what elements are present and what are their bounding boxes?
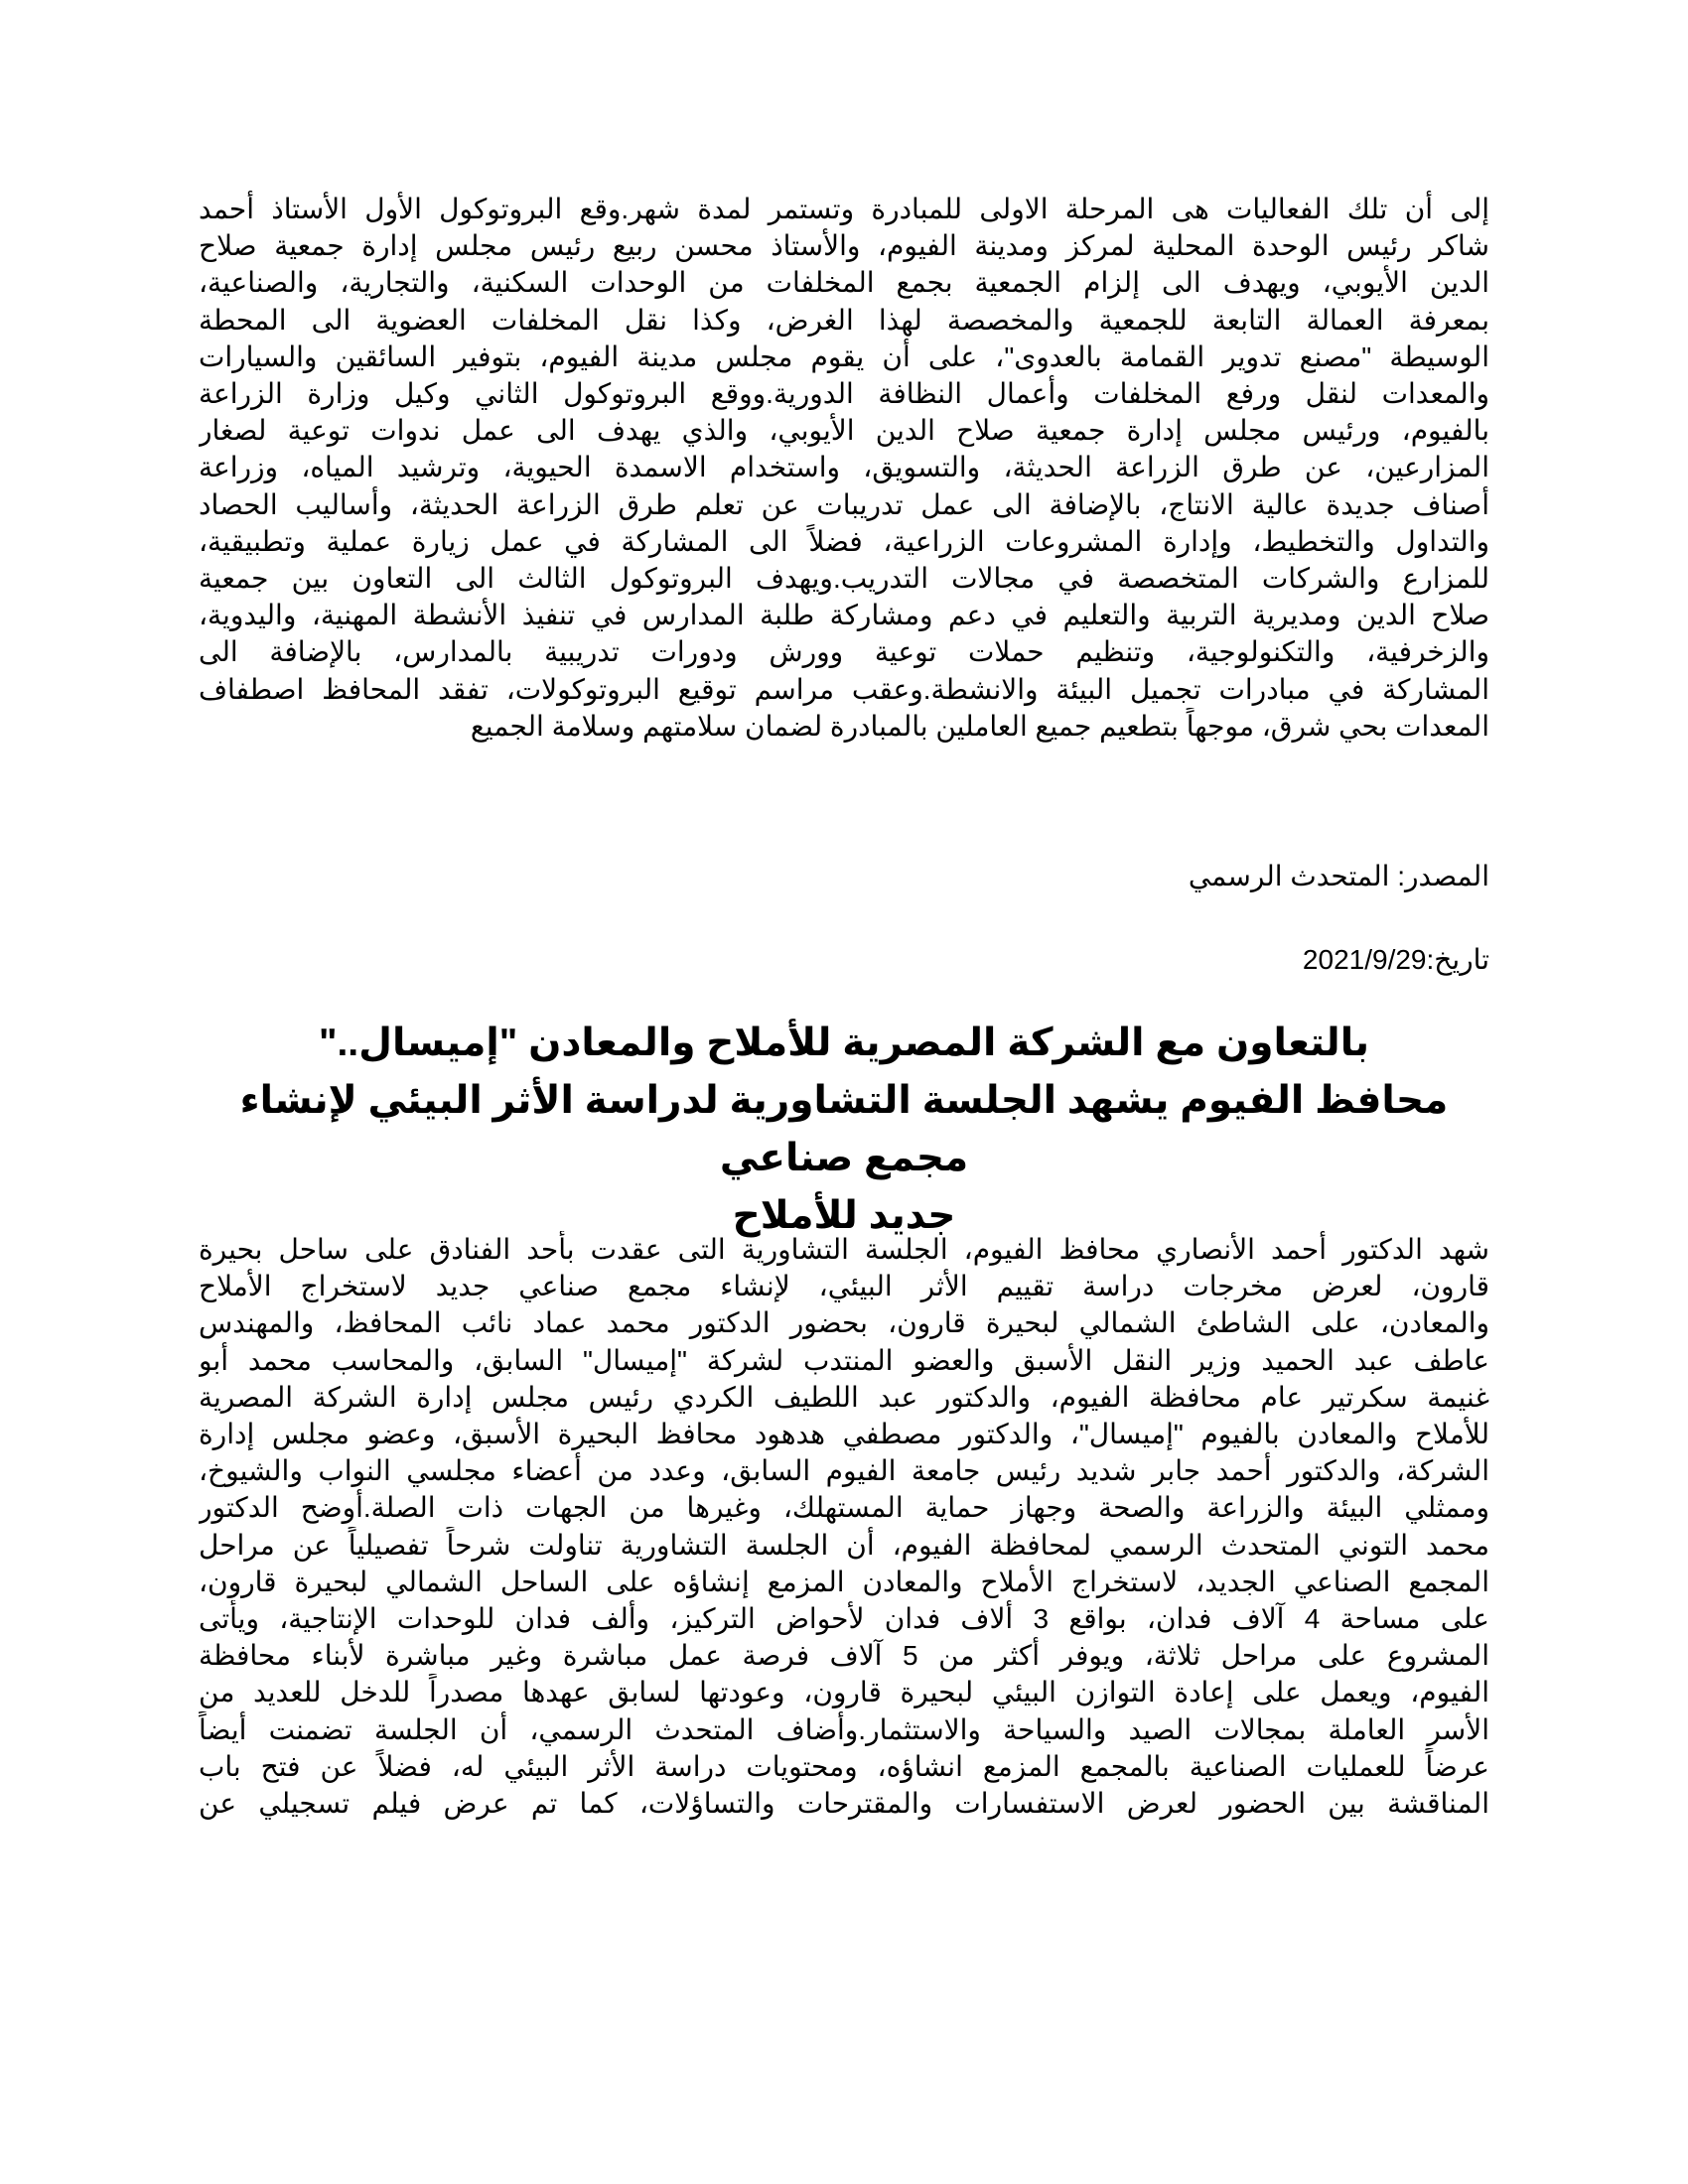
body-line: وممثلي البيئة والزراعة والصحة وجهاز حماية المستهلك، وغيرها من الجهات ذات الصلة.أوضح الدكتور xyxy=(199,1492,1489,1524)
body-line: إلى أن تلك الفعاليات هى المرحلة الاولى للمبادرة وتستمر لمدة شهر.وقع البروتوكول الأول الأستاذ أحمد xyxy=(199,194,1489,224)
article-2-headline xyxy=(199,1015,1489,1245)
headline-line: بالتعاون مع الشركة المصرية للأملاح والمعادن "إميسال.." xyxy=(318,1022,1369,1064)
body-line: المزارعين، عن طرق الزراعة الحديثة، والتسويق، واستخدام الاسمدة الحيوية، وترشيد المياه، وزراعة xyxy=(199,452,1489,483)
body-line: الفيوم، ويعمل على إعادة التوازن البيئي لبحيرة قارون، وعودتها لسابق عهدها مصدراً للدخل للعديد من xyxy=(199,1677,1489,1708)
body-line: الشركة، والدكتور أحمد جابر شديد رئيس جامعة الفيوم السابق، وعدد من أعضاء مجلسي النواب والشيوخ، xyxy=(199,1455,1489,1487)
body-line: على مساحة 4 آلاف فدان، بواقع 3 ألاف فدان لأحواض التركيز، وألف فدان للوحدات الإنتاجية، ويأتى xyxy=(199,1603,1489,1635)
body-line: شاكر رئيس الوحدة المحلية لمركز ومدينة الفيوم، والأستاذ محسن ربيع رئيس مجلس إدارة جمعية صلاح xyxy=(199,230,1489,262)
source-credit: المصدر: المتحدث الرسمي xyxy=(1188,861,1489,891)
article-1-body xyxy=(199,191,1489,745)
body-line: شهد الدكتور أحمد الأنصاري محافظ الفيوم، الجلسة التشاورية التى عقدت بأحد الفنادق على ساحل بحيرة xyxy=(199,1234,1489,1265)
date-line: تاريخ:2021/9/29 xyxy=(1302,944,1489,975)
body-line: للأملاح والمعادن بالفيوم "إميسال"، والدكتور مصطفي هدهود محافظ البحيرة الأسبق، وعضو مجلس إدارة xyxy=(199,1419,1489,1450)
body-line: عاطف عبد الحميد وزير النقل الأسبق والعضو المنتدب لشركة "إميسال" السابق، والمحاسب محمد أبو xyxy=(199,1344,1489,1376)
body-line: عرضاً للعمليات الصناعية بالمجمع المزمع انشاؤه، ومحتويات دراسة الأثر البيئي له، فضلاً عن فتح باب xyxy=(199,1750,1489,1782)
body-line: محمد التوني المتحدث الرسمي لمحافظة الفيوم، أن الجلسة التشاورية تناولت شرحاً تفصيلياً عن مراحل xyxy=(199,1529,1489,1561)
body-line: والمعادن، على الشاطئ الشمالي لبحيرة قارون، بحضور الدكتور محمد عماد نائب المحافظ، والمهندس xyxy=(199,1307,1489,1339)
body-line: بمعرفة العمالة التابعة للجمعية والمخصصة لهذا الغرض، وكذا نقل المخلفات العضوية الى المحطة xyxy=(199,304,1489,336)
body-line: المناقشة بين الحضور لعرض الاستفسارات والمقترحات والتساؤلات، كما تم عرض فيلم تسجيلي عن xyxy=(199,1788,1489,1820)
body-line: غنيمة سكرتير عام محافظة الفيوم، والدكتور عبد اللطيف الكردي رئيس مجلس إدارة الشركة المصرية xyxy=(199,1381,1489,1413)
body-line: الوسيطة "مصنع تدوير القمامة بالعدوى"، على أن يقوم مجلس مدينة الفيوم، بتوفير السائقين والسيارات xyxy=(199,341,1489,372)
body-line: الدين الأيوبي، ويهدف الى إلزام الجمعية بجمع المخلفات من الوحدات السكنية، والتجارية، والصناعية، xyxy=(199,267,1489,299)
body-line: أصناف جديدة عالية الانتاج، بالإضافة الى عمل تدريبات عن تعلم طرق الزراعة الحديثة، وأساليب الحصاد xyxy=(199,488,1489,520)
body-line: المشاركة في مبادرات تجميل البيئة والانشطة.وعقب مراسم توقيع البروتوكولات، تفقد المحافظ اصطفاف xyxy=(199,673,1489,705)
body-line: والمعدات لنقل ورفع المخلفات وأعمال النظافة الدورية.ووقع البروتوكول الثاني وكيل وزارة الزراعة xyxy=(199,378,1489,410)
body-line: والتداول والتخطيط، وإدارة المشروعات الزراعية، فضلاً الى المشاركة في عمل زيارة عملية وتطبيقية، xyxy=(199,525,1489,557)
body-line: بالفيوم، ورئيس مجلس إدارة جمعية صلاح الدين الأيوبي، والذي يهدف الى عمل ندوات توعية لصغار xyxy=(199,415,1489,447)
body-line: والزخرفية، والتكنولوجية، وتنظيم حملات توعية وورش ودورات تدريبية بالمدارس، بالإضافة الى xyxy=(199,636,1489,668)
body-line: قارون، لعرض مخرجات دراسة تقييم الأثر البيئي، لإنشاء مجمع صناعي جديد لاستخراج الأملاح xyxy=(199,1271,1489,1302)
article-2-body xyxy=(199,1231,1489,1822)
headline-line: محافظ الفيوم يشهد الجلسة التشاورية لدراسة الأثر البيئي لإنشاء مجمع صناعي xyxy=(239,1079,1449,1179)
body-line: للمزارع والشركات المتخصصة في مجالات التدريب.ويهدف البروتوكول الثالث الى التعاون بين جمعية xyxy=(199,563,1489,595)
body-line: صلاح الدين ومديرية التربية والتعليم في دعم ومشاركة طلبة المدارس في تنفيذ الأنشطة المهنية، واليدوية، xyxy=(199,600,1489,631)
body-line: المجمع الصناعي الجديد، لاستخراج الأملاح والمعادن المزمع إنشاؤه على الساحل الشمالي لبحيرة قارون، xyxy=(199,1566,1489,1597)
body-line: المشروع على مراحل ثلاثة، ويوفر أكثر من 5 آلاف فرصة عمل مباشرة وغير مباشرة لأبناء محافظة xyxy=(199,1640,1489,1672)
body-line: الأسر العاملة بمجالات الصيد والسياحة والاستثمار.وأضاف المتحدث الرسمي، أن الجلسة تضمنت أيضاً xyxy=(199,1713,1489,1745)
headline-line: جديد للأملاح xyxy=(732,1194,956,1237)
body-line: المعدات بحي شرق، موجهاً بتطعيم جميع العاملين بالمبادرة لضمان سلامتهم وسلامة الجميع xyxy=(470,710,1489,742)
